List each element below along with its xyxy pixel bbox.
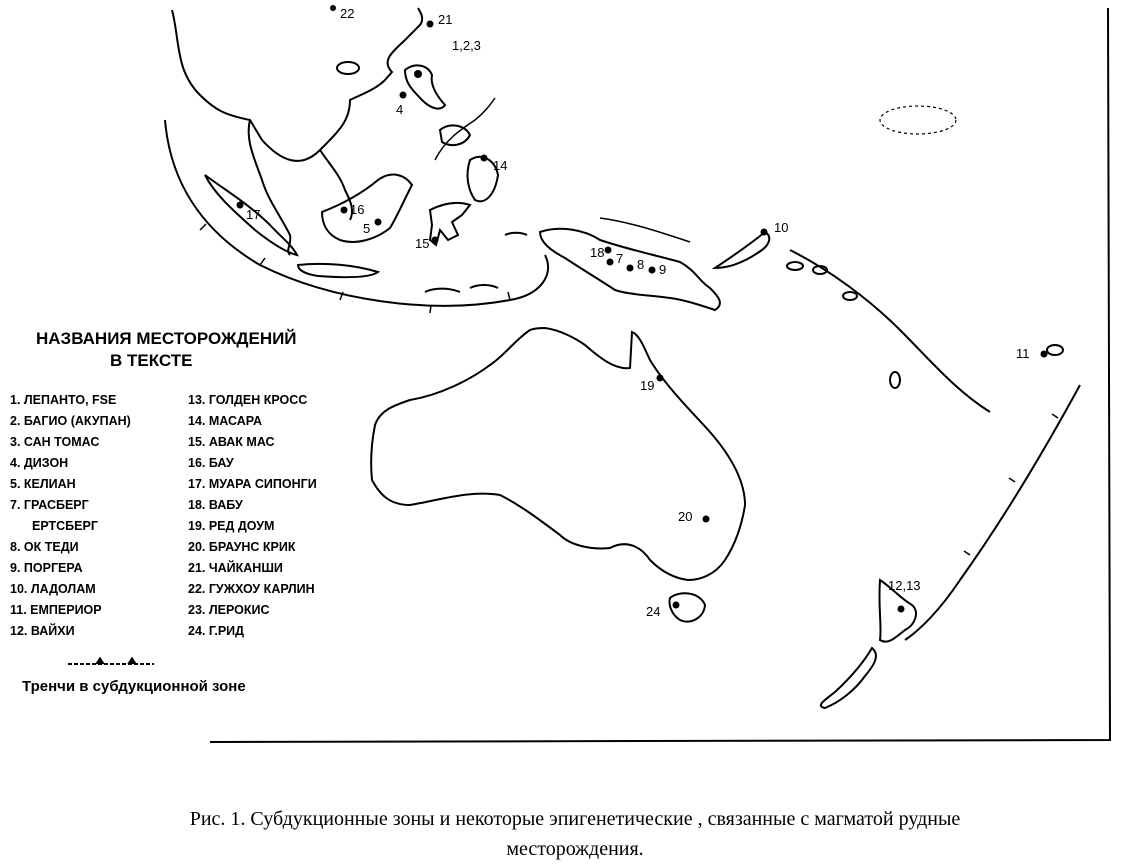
tonga-teeth [964, 414, 1058, 555]
legend-item: 18. ВАБУ [188, 498, 243, 512]
legend-item: 2. БАГИО (АКУПАН) [10, 414, 131, 428]
label-12-13: 12,13 [888, 578, 921, 593]
label-7: 7 [616, 251, 624, 266]
marker-21 [427, 21, 434, 28]
legend-item: 11. ЕМПЕРИОР [10, 603, 102, 617]
legend-item: 15. АВАК МАС [188, 435, 275, 449]
label-18: 18 [590, 245, 605, 260]
marker-19 [657, 375, 664, 382]
legend-item: 3. САН ТОМАС [10, 435, 100, 449]
legend-item: 17. МУАРА СИПОНГИ [188, 477, 317, 491]
java [298, 264, 378, 277]
label-9: 9 [659, 262, 667, 277]
marker-11 [1041, 351, 1048, 358]
caption-line1: Рис. 1. Субдукционные зоны и некоторые эпигенетические , связанные с магматой рудные [189, 808, 961, 830]
label-4: 4 [396, 102, 404, 117]
legend-item: 16. БАУ [188, 456, 234, 470]
marker-20 [703, 516, 710, 523]
label-11: 11 [1016, 346, 1030, 361]
legend-item: 20. БРАУНС КРИК [188, 540, 296, 554]
marker-4 [400, 92, 407, 99]
legend-title-line1: НАЗВАНИЯ МЕСТОРОЖДЕНИЙ [36, 329, 297, 348]
label-5: 5 [363, 221, 371, 236]
marker-9 [649, 267, 656, 274]
legend-item: 5. КЕЛИАН [10, 477, 76, 491]
lesser-sunda [425, 233, 527, 292]
marker-10 [761, 229, 768, 236]
marker-12-13 [898, 606, 905, 613]
legend-item: 8. ОК ТЕДИ [10, 540, 79, 554]
taiwan [337, 62, 359, 74]
legend-list-left [10, 390, 131, 642]
marker-22 [330, 5, 336, 11]
marker-18 [605, 247, 612, 254]
marker-17 [237, 202, 244, 209]
label-19: 19 [640, 378, 655, 393]
australia [371, 328, 745, 580]
legend-item: 24. Г.РИД [188, 624, 245, 638]
legend-title [36, 328, 297, 372]
legend-list-right [188, 390, 317, 642]
figure-caption [20, 804, 1130, 864]
marker-8 [627, 265, 634, 272]
nz-south-island [821, 648, 876, 708]
marker-5 [375, 219, 382, 226]
legend-item: 22. ГУЖХОУ КАРЛИН [188, 582, 315, 596]
tonga-kermadec-trench [905, 385, 1080, 640]
legend-item: 14. МАСАРА [188, 414, 262, 428]
legend-item: 7. ГРАСБЕРГ [10, 498, 89, 512]
label-17: 17 [246, 207, 261, 222]
legend-item: 10. ЛАДОЛАМ [10, 582, 96, 596]
sunda-trench-teeth [200, 224, 510, 313]
legend-item: 23. ЛЕРОКИС [188, 603, 270, 617]
legend-item: 1. ЛЕПАНТО, FSE [10, 393, 117, 407]
marker-24 [673, 602, 680, 609]
label-22: 22 [340, 6, 355, 21]
legend-item: 19. РЕД ДОУМ [188, 519, 275, 533]
label-8: 8 [637, 257, 645, 272]
new-guinea-trench [600, 218, 690, 242]
marker-1-2-3 [414, 70, 422, 78]
label-24: 24 [646, 604, 661, 619]
label-21: 21 [438, 12, 453, 27]
marker-15 [432, 237, 439, 244]
legend-item: 21. ЧАЙКАНШИ [188, 561, 283, 575]
label-14: 14 [493, 158, 508, 173]
fiji [1047, 345, 1063, 355]
pacific-atoll [880, 106, 956, 134]
legend-item: 4. ДИЗОН [10, 456, 69, 470]
legend-item: ЕРТСБЕРГ [32, 519, 98, 533]
luzon [405, 65, 445, 108]
label-16: 16 [350, 202, 365, 217]
solomon-1 [787, 262, 803, 270]
label-10: 10 [774, 220, 789, 235]
new-caledonia [890, 372, 900, 388]
marker-16 [341, 207, 348, 214]
label-1-2-3: 1,2,3 [452, 38, 481, 53]
label-20: 20 [678, 509, 693, 524]
legend-title-line2: В ТЕКСТЕ [110, 351, 193, 370]
caption-line2: месторождения. [506, 838, 644, 860]
trench-symbol-icon [66, 654, 156, 668]
legend-item: 12. ВАЙХИ [10, 624, 75, 638]
marker-14 [481, 155, 488, 162]
trench-legend-label: Тренчи в субдукционной зоне [22, 678, 246, 695]
legend-item: 9. ПОРГЕРА [10, 561, 83, 575]
marker-7 [607, 259, 614, 266]
legend-item: 13. ГОЛДЕН КРОСС [188, 393, 308, 407]
new-ireland [715, 232, 769, 268]
asia-coastline [172, 8, 422, 161]
label-15: 15 [415, 236, 430, 251]
solomon-3 [843, 292, 857, 300]
malay-peninsula [249, 120, 291, 255]
